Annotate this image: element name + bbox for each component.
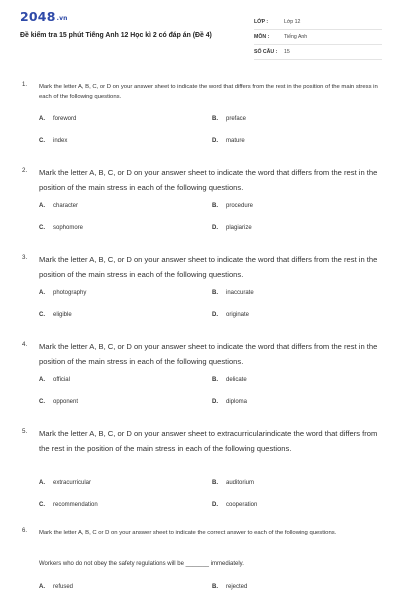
option-d[interactable] bbox=[212, 138, 245, 144]
option-text: cooperation bbox=[226, 502, 258, 508]
question-text: Mark the letter A, B, C, or D on your answer sheet to extracurricularindicate the word that differs from the rest in the position of the main stress in each of the following questions. bbox=[39, 429, 378, 453]
option-text: extracurricular bbox=[53, 480, 92, 486]
question-text: Mark the letter A, B, C or D on your answer sheet to indicate the correct answer to each of the following questions. bbox=[39, 530, 337, 536]
option-a[interactable] bbox=[39, 116, 76, 122]
option-text: refused bbox=[53, 584, 74, 590]
meta-subject-row bbox=[254, 30, 382, 45]
option-text: preface bbox=[226, 116, 247, 122]
option-c[interactable] bbox=[39, 399, 78, 405]
option-letter: B. bbox=[212, 377, 218, 383]
option-text: mature bbox=[226, 138, 245, 144]
option-text: inaccurate bbox=[226, 290, 254, 296]
logo-text: 2048 bbox=[20, 9, 56, 24]
option-a[interactable] bbox=[39, 377, 70, 383]
option-text: diploma bbox=[226, 399, 248, 405]
option-a[interactable] bbox=[39, 290, 86, 296]
option-text: recommendation bbox=[53, 502, 98, 508]
option-d[interactable] bbox=[212, 225, 252, 231]
meta-label: SỐ CÂU : bbox=[254, 49, 278, 55]
logo-suffix: .vn bbox=[56, 15, 68, 22]
option-letter: B. bbox=[212, 584, 218, 590]
option-letter: A. bbox=[39, 116, 45, 122]
page-header bbox=[0, 0, 400, 66]
option-text: eligible bbox=[53, 312, 72, 318]
option-b[interactable] bbox=[212, 480, 254, 486]
question-sentence: Workers who do not obey the safety regulations will be _______ immediately. bbox=[39, 561, 244, 567]
option-text: character bbox=[53, 203, 79, 209]
option-letter: A. bbox=[39, 480, 45, 486]
option-letter: B. bbox=[212, 290, 218, 296]
option-letter: B. bbox=[212, 116, 218, 122]
option-text: index bbox=[53, 138, 68, 144]
site-logo[interactable] bbox=[20, 9, 68, 24]
option-letter: C. bbox=[39, 399, 45, 405]
option-letter: A. bbox=[39, 377, 45, 383]
option-a[interactable] bbox=[39, 203, 78, 209]
option-letter: C. bbox=[39, 502, 45, 508]
question-number: 1. bbox=[22, 82, 28, 88]
option-text: plagiarize bbox=[226, 225, 252, 231]
option-b[interactable] bbox=[212, 116, 246, 122]
option-letter: A. bbox=[39, 584, 45, 590]
question-text: Mark the letter A, B, C, or D on your answer sheet to indicate the word that differs from the rest in the position of the main stress in each of the following questions. bbox=[39, 84, 378, 100]
option-b[interactable] bbox=[212, 377, 247, 383]
meta-count-row bbox=[254, 45, 382, 60]
option-letter: B. bbox=[212, 480, 218, 486]
option-text: official bbox=[53, 377, 70, 383]
option-text: rejected bbox=[226, 584, 248, 590]
option-text: photography bbox=[53, 290, 87, 296]
option-letter: C. bbox=[39, 312, 45, 318]
question-text: Mark the letter A, B, C, or D on your answer sheet to indicate the word that differs from the rest in the position of the main stress in each of the following questions. bbox=[39, 255, 378, 279]
option-letter: D. bbox=[212, 138, 218, 144]
option-b[interactable] bbox=[212, 584, 247, 590]
meta-label: MÔN : bbox=[254, 34, 270, 40]
question-number: 4. bbox=[22, 341, 28, 348]
option-b[interactable] bbox=[212, 203, 253, 209]
option-letter: A. bbox=[39, 203, 45, 209]
meta-class-row bbox=[254, 15, 382, 30]
option-letter: D. bbox=[212, 502, 218, 508]
question-text: Mark the letter A, B, C, or D on your answer sheet to indicate the word that differs from the rest in the position of the main stress in each of the following questions. bbox=[39, 168, 378, 192]
meta-value: Lớp 12 bbox=[284, 19, 301, 25]
document-meta bbox=[254, 15, 382, 60]
option-letter: B. bbox=[212, 203, 218, 209]
question-number: 2. bbox=[22, 167, 28, 174]
option-letter: C. bbox=[39, 225, 45, 231]
option-a[interactable] bbox=[39, 584, 73, 590]
question-text: Mark the letter A, B, C, or D on your answer sheet to indicate the word that differs from the rest in the position of the main stress in each of the following questions. bbox=[39, 342, 378, 366]
option-letter: A. bbox=[39, 290, 45, 296]
meta-value: Tiếng Anh bbox=[284, 34, 308, 40]
meta-label: LỚP : bbox=[254, 19, 269, 25]
option-text: sophomore bbox=[53, 225, 84, 231]
option-letter: D. bbox=[212, 225, 218, 231]
option-text: foreword bbox=[53, 116, 77, 122]
option-letter: C. bbox=[39, 138, 45, 144]
option-d[interactable] bbox=[212, 312, 249, 318]
option-c[interactable] bbox=[39, 138, 67, 144]
option-letter: D. bbox=[212, 399, 218, 405]
option-a[interactable] bbox=[39, 480, 91, 486]
option-text: originate bbox=[226, 312, 250, 318]
document-title: Đề kiểm tra 15 phút Tiếng Anh 12 Học kì 2 có đáp án (Đề 4) bbox=[20, 32, 212, 39]
option-text: delicate bbox=[226, 377, 247, 383]
option-letter: D. bbox=[212, 312, 218, 318]
option-text: auditorium bbox=[226, 480, 255, 486]
question-number: 6. bbox=[22, 528, 28, 534]
option-text: procedure bbox=[226, 203, 254, 209]
option-b[interactable] bbox=[212, 290, 254, 296]
option-d[interactable] bbox=[212, 502, 257, 508]
option-text: opponent bbox=[53, 399, 79, 405]
meta-value: 15 bbox=[284, 49, 290, 55]
option-c[interactable] bbox=[39, 225, 83, 231]
question-number: 5. bbox=[22, 428, 28, 435]
option-c[interactable] bbox=[39, 502, 98, 508]
question-number: 3. bbox=[22, 254, 28, 261]
option-c[interactable] bbox=[39, 312, 72, 318]
option-d[interactable] bbox=[212, 399, 247, 405]
